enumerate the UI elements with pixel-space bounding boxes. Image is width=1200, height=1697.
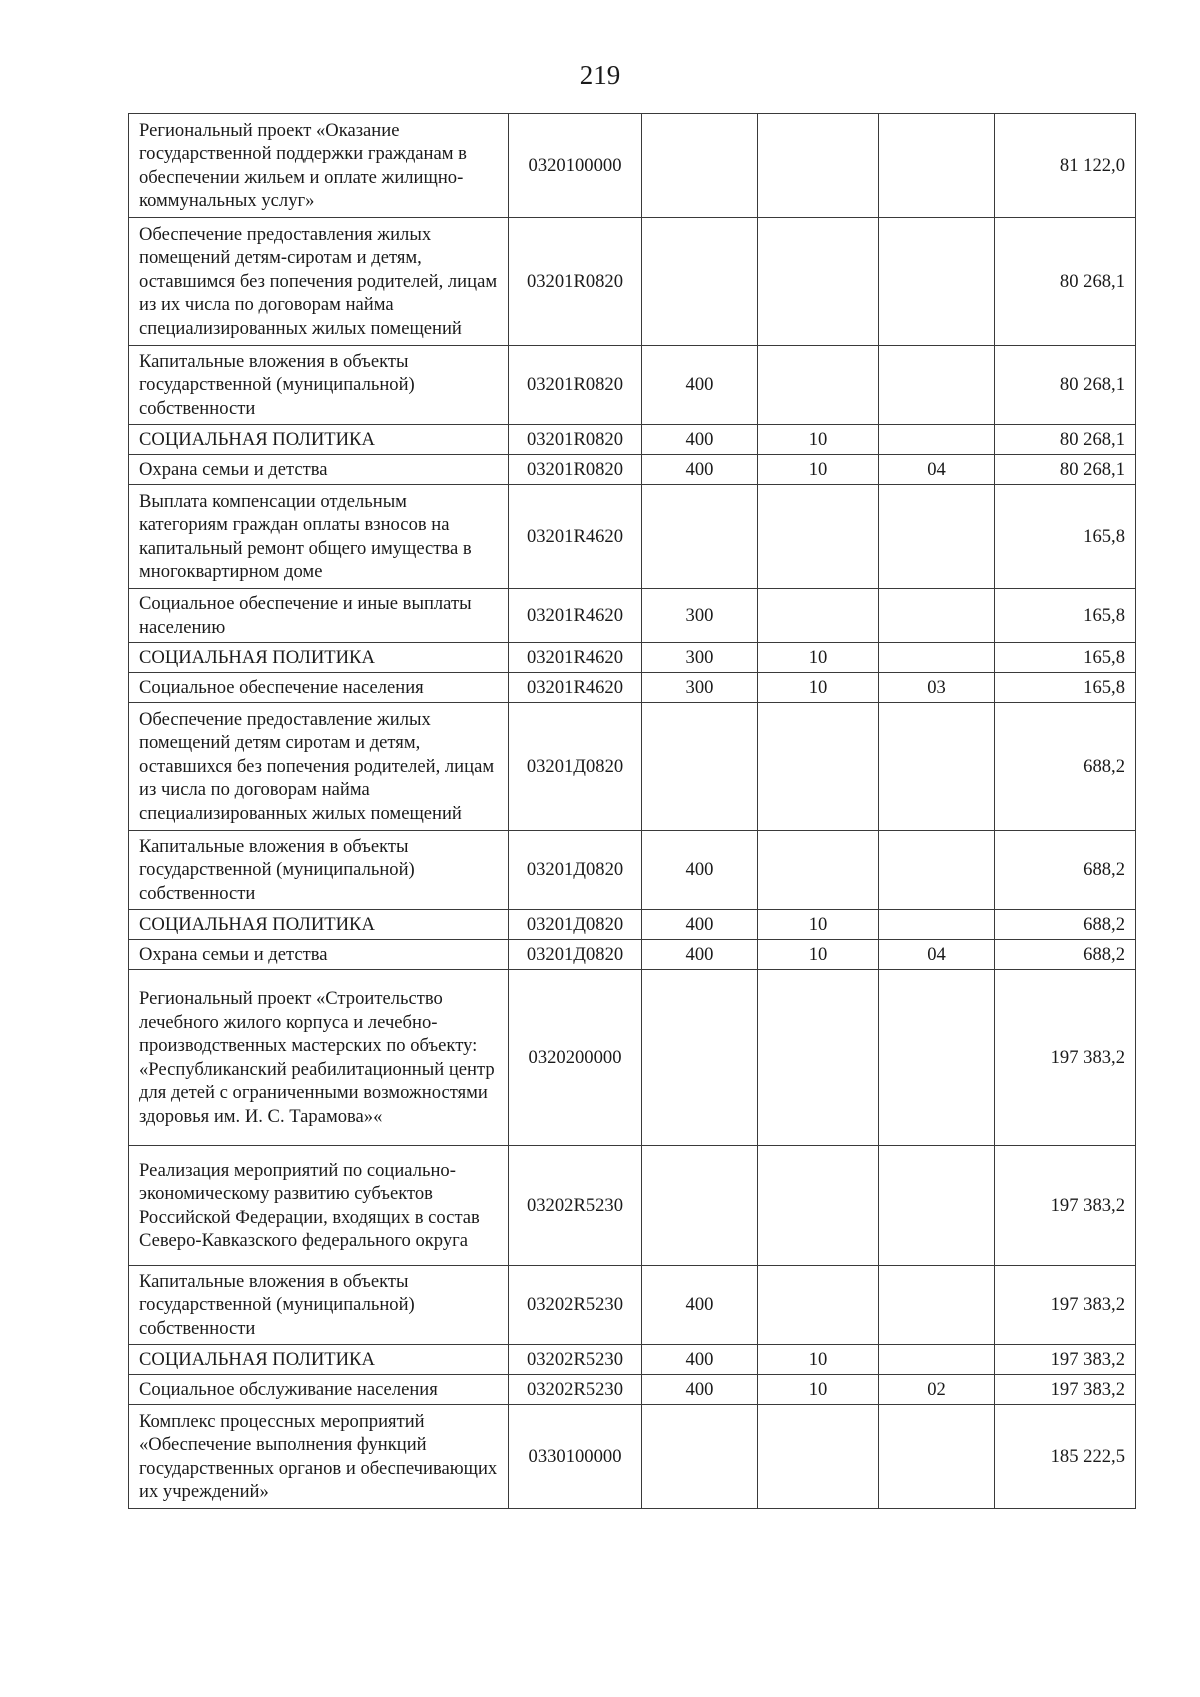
budget-table xyxy=(128,113,1136,1509)
row-sum-cell: 80 268,1 xyxy=(995,455,1136,485)
row-name-cell: Комплекс процессных мероприятий «Обеспечение выполнения функций государственных органов и обеспечивающих их учреждений» xyxy=(129,1405,509,1509)
row-name-cell: Социальное обслуживание населения xyxy=(129,1375,509,1405)
row-section-cell xyxy=(758,831,879,910)
row-code-cell: 03201R4620 xyxy=(509,485,642,589)
row-name-cell: Охрана семьи и детства xyxy=(129,455,509,485)
row-section-cell: 10 xyxy=(758,940,879,970)
table-row xyxy=(129,1375,1136,1405)
row-expense-type-cell xyxy=(642,114,758,218)
row-sum-cell: 197 383,2 xyxy=(995,1345,1136,1375)
row-name-cell: СОЦИАЛЬНАЯ ПОЛИТИКА xyxy=(129,1345,509,1375)
row-sum-cell: 80 268,1 xyxy=(995,218,1136,346)
row-subsection-cell xyxy=(879,910,995,940)
table-row xyxy=(129,673,1136,703)
row-subsection-cell xyxy=(879,1266,995,1345)
row-subsection-cell xyxy=(879,346,995,425)
row-expense-type-cell: 400 xyxy=(642,1345,758,1375)
row-subsection-cell: 02 xyxy=(879,1375,995,1405)
row-section-cell xyxy=(758,1146,879,1266)
row-subsection-cell xyxy=(879,643,995,673)
row-name-cell: Реализация мероприятий по социально-экономическому развитию субъектов Российской Федерации, входящих в состав Северо-Кавказского федерального округа xyxy=(129,1146,509,1266)
row-sum-cell: 80 268,1 xyxy=(995,346,1136,425)
row-expense-type-cell xyxy=(642,1405,758,1509)
row-sum-cell: 197 383,2 xyxy=(995,1375,1136,1405)
table-row xyxy=(129,940,1136,970)
row-code-cell: 03201R0820 xyxy=(509,218,642,346)
row-subsection-cell xyxy=(879,1405,995,1509)
row-expense-type-cell: 400 xyxy=(642,940,758,970)
row-name-cell: Охрана семьи и детства xyxy=(129,940,509,970)
row-expense-type-cell: 300 xyxy=(642,643,758,673)
row-name-cell: Выплата компенсации отдельным категориям граждан оплаты взносов на капитальный ремонт общего имущества в многоквартирном доме xyxy=(129,485,509,589)
row-code-cell: 0320200000 xyxy=(509,970,642,1146)
row-sum-cell: 185 222,5 xyxy=(995,1405,1136,1509)
row-section-cell: 10 xyxy=(758,1345,879,1375)
row-sum-cell: 165,8 xyxy=(995,589,1136,643)
table-row xyxy=(129,485,1136,589)
row-name-cell: Капитальные вложения в объекты государственной (муниципальной) собственности xyxy=(129,831,509,910)
row-code-cell: 0320100000 xyxy=(509,114,642,218)
row-subsection-cell xyxy=(879,425,995,455)
budget-table-body xyxy=(129,114,1136,1509)
row-section-cell: 10 xyxy=(758,455,879,485)
row-expense-type-cell: 400 xyxy=(642,425,758,455)
row-name-cell: Социальное обеспечение населения xyxy=(129,673,509,703)
table-row xyxy=(129,1345,1136,1375)
table-row xyxy=(129,1405,1136,1509)
row-sum-cell: 165,8 xyxy=(995,485,1136,589)
row-expense-type-cell: 400 xyxy=(642,1266,758,1345)
row-expense-type-cell xyxy=(642,970,758,1146)
row-sum-cell: 165,8 xyxy=(995,673,1136,703)
table-row xyxy=(129,831,1136,910)
row-expense-type-cell xyxy=(642,485,758,589)
row-expense-type-cell: 400 xyxy=(642,346,758,425)
row-section-cell xyxy=(758,346,879,425)
row-subsection-cell xyxy=(879,703,995,831)
row-expense-type-cell: 400 xyxy=(642,455,758,485)
row-sum-cell: 197 383,2 xyxy=(995,1266,1136,1345)
row-subsection-cell xyxy=(879,1146,995,1266)
row-name-cell: СОЦИАЛЬНАЯ ПОЛИТИКА xyxy=(129,910,509,940)
row-expense-type-cell xyxy=(642,218,758,346)
row-sum-cell: 165,8 xyxy=(995,643,1136,673)
row-code-cell: 03201R0820 xyxy=(509,346,642,425)
page-number: 219 xyxy=(579,60,621,90)
row-expense-type-cell xyxy=(642,1146,758,1266)
row-code-cell: 03201R0820 xyxy=(509,425,642,455)
row-code-cell: 03201R0820 xyxy=(509,455,642,485)
row-expense-type-cell: 400 xyxy=(642,910,758,940)
table-row xyxy=(129,346,1136,425)
row-name-cell: СОЦИАЛЬНАЯ ПОЛИТИКА xyxy=(129,425,509,455)
row-subsection-cell xyxy=(879,589,995,643)
row-section-cell: 10 xyxy=(758,910,879,940)
row-code-cell: 03201Д0820 xyxy=(509,831,642,910)
row-section-cell xyxy=(758,1266,879,1345)
table-row xyxy=(129,643,1136,673)
table-row xyxy=(129,703,1136,831)
row-code-cell: 03201Д0820 xyxy=(509,703,642,831)
row-name-cell: Капитальные вложения в объекты государственной (муниципальной) собственности xyxy=(129,1266,509,1345)
row-sum-cell: 197 383,2 xyxy=(995,1146,1136,1266)
row-name-cell: Региональный проект «Оказание государственной поддержки гражданам в обеспечении жильем и оплате жилищно-коммунальных услуг» xyxy=(129,114,509,218)
row-subsection-cell: 04 xyxy=(879,940,995,970)
row-sum-cell: 197 383,2 xyxy=(995,970,1136,1146)
table-row xyxy=(129,218,1136,346)
row-code-cell: 03202R5230 xyxy=(509,1146,642,1266)
row-name-cell: Региональный проект «Строительство лечебного жилого корпуса и лечебно-производственных мастерских по объекту: «Республиканский реабилитационный центр для детей с ограниченными возможностями здоровья им. И. С. Тарамова»« xyxy=(129,970,509,1146)
row-name-cell: Социальное обеспечение и иные выплаты населению xyxy=(129,589,509,643)
row-expense-type-cell: 400 xyxy=(642,1375,758,1405)
row-sum-cell: 688,2 xyxy=(995,831,1136,910)
row-subsection-cell xyxy=(879,831,995,910)
row-name-cell: СОЦИАЛЬНАЯ ПОЛИТИКА xyxy=(129,643,509,673)
row-section-cell xyxy=(758,589,879,643)
row-sum-cell: 80 268,1 xyxy=(995,425,1136,455)
row-section-cell: 10 xyxy=(758,673,879,703)
row-code-cell: 03202R5230 xyxy=(509,1375,642,1405)
row-sum-cell: 81 122,0 xyxy=(995,114,1136,218)
row-subsection-cell xyxy=(879,970,995,1146)
row-code-cell: 03201R4620 xyxy=(509,589,642,643)
row-name-cell: Капитальные вложения в объекты государственной (муниципальной) собственности xyxy=(129,346,509,425)
row-section-cell xyxy=(758,218,879,346)
table-row xyxy=(129,455,1136,485)
row-section-cell: 10 xyxy=(758,425,879,455)
row-code-cell: 03202R5230 xyxy=(509,1266,642,1345)
row-sum-cell: 688,2 xyxy=(995,910,1136,940)
row-code-cell: 03202R5230 xyxy=(509,1345,642,1375)
table-row xyxy=(129,1266,1136,1345)
row-subsection-cell: 04 xyxy=(879,455,995,485)
row-code-cell: 03201Д0820 xyxy=(509,940,642,970)
row-expense-type-cell: 300 xyxy=(642,673,758,703)
row-section-cell xyxy=(758,485,879,589)
row-subsection-cell xyxy=(879,485,995,589)
row-section-cell: 10 xyxy=(758,643,879,673)
row-section-cell xyxy=(758,1405,879,1509)
row-expense-type-cell xyxy=(642,703,758,831)
row-subsection-cell: 03 xyxy=(879,673,995,703)
row-subsection-cell xyxy=(879,114,995,218)
row-section-cell xyxy=(758,114,879,218)
row-code-cell: 03201Д0820 xyxy=(509,910,642,940)
row-expense-type-cell: 300 xyxy=(642,589,758,643)
row-section-cell xyxy=(758,970,879,1146)
row-expense-type-cell: 400 xyxy=(642,831,758,910)
table-row xyxy=(129,425,1136,455)
row-sum-cell: 688,2 xyxy=(995,703,1136,831)
row-subsection-cell xyxy=(879,218,995,346)
row-sum-cell: 688,2 xyxy=(995,940,1136,970)
row-section-cell xyxy=(758,703,879,831)
table-row xyxy=(129,910,1136,940)
row-section-cell: 10 xyxy=(758,1375,879,1405)
row-code-cell: 03201R4620 xyxy=(509,643,642,673)
row-name-cell: Обеспечение предоставления жилых помещений детям-сиротам и детям, оставшимся без попечения родителей, лицам из их числа по договорам найма специализированных жилых помещений xyxy=(129,218,509,346)
table-row xyxy=(129,1146,1136,1266)
row-name-cell: Обеспечение предоставление жилых помещений детям сиротам и детям, оставшихся без попечения родителей, лицам из числа по договорам найма специализированных жилых помещений xyxy=(129,703,509,831)
table-row xyxy=(129,114,1136,218)
row-code-cell: 0330100000 xyxy=(509,1405,642,1509)
row-code-cell: 03201R4620 xyxy=(509,673,642,703)
table-row xyxy=(129,589,1136,643)
row-subsection-cell xyxy=(879,1345,995,1375)
table-row xyxy=(129,970,1136,1146)
